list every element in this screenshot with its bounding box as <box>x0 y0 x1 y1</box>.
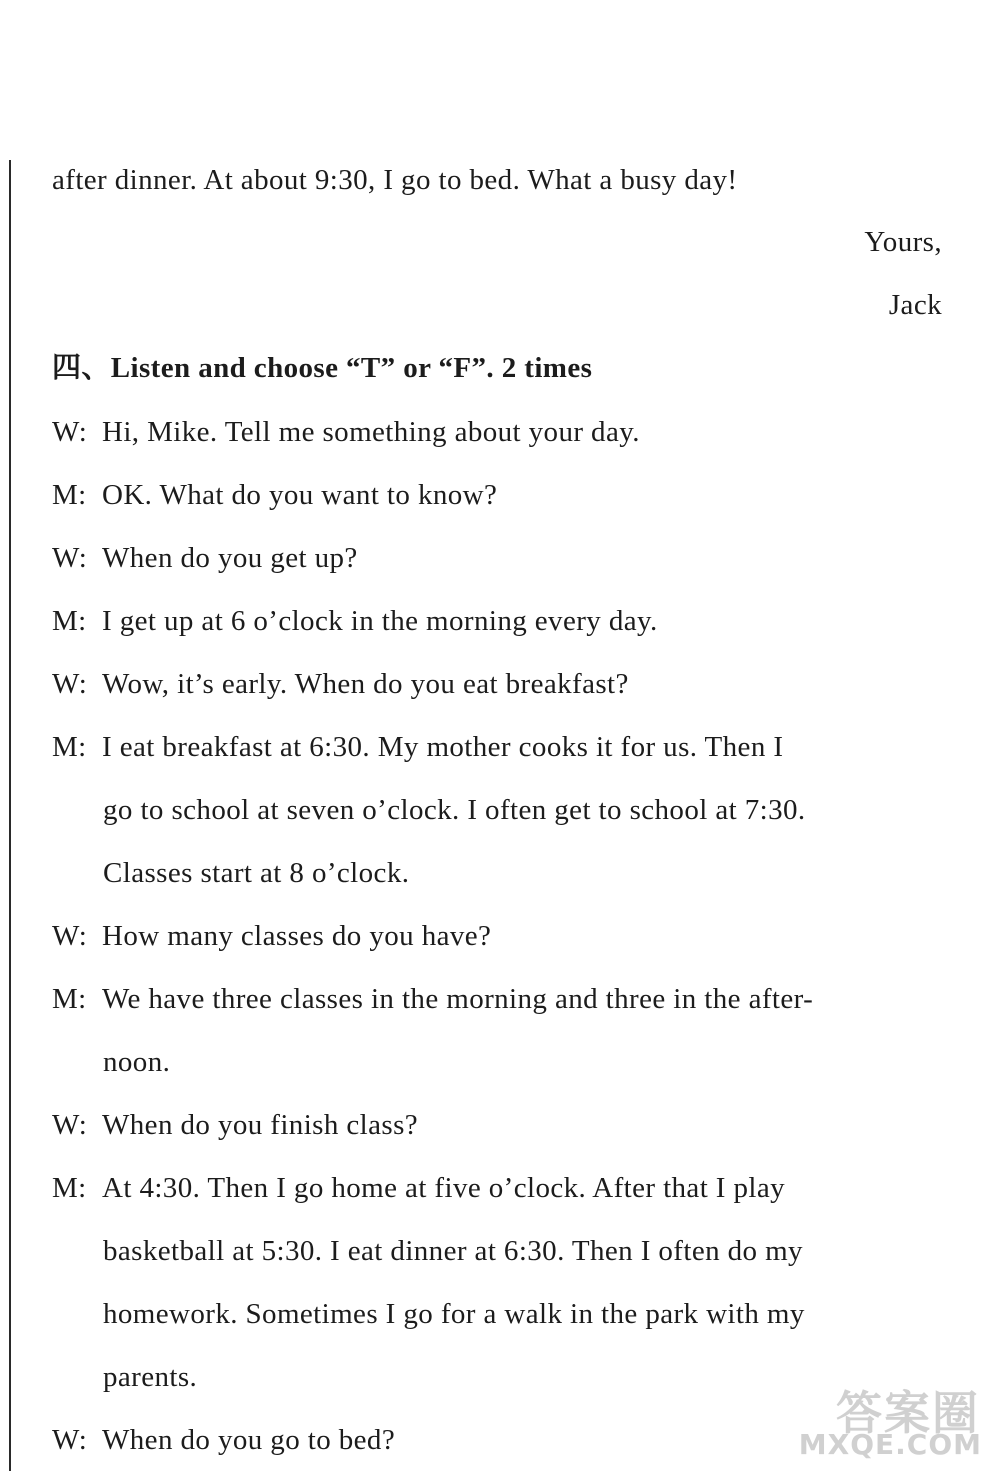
speaker-label: W: <box>52 1109 88 1141</box>
dialogue-text: At 4:30. Then I go home at five o’clock. After that I play <box>102 1172 786 1204</box>
site-watermark <box>800 1373 990 1463</box>
dialogue-text: I eat breakfast at 6:30. My mother cooks it for us. Then I <box>102 731 784 763</box>
dialogue-continuation: basketball at 5:30. I eat dinner at 6:30. Then I often do my <box>103 1235 803 1267</box>
dialogue-text: When do you get up? <box>102 542 358 574</box>
dialogue-line <box>52 1105 418 1145</box>
speaker-label: M: <box>52 731 87 763</box>
speaker-label: W: <box>52 668 88 700</box>
dialogue-line <box>52 1168 785 1208</box>
speaker-label: W: <box>52 416 88 448</box>
speaker-label: M: <box>52 479 87 511</box>
dialogue-text: When do you go to bed? <box>102 1424 396 1456</box>
dialogue-text: We have three classes in the morning and three in the after- <box>102 983 814 1015</box>
dialogue-text: Wow, it’s early. When do you eat breakfast? <box>102 668 629 700</box>
dialogue-continuation: go to school at seven o’clock. I often get to school at 7:30. <box>103 794 806 826</box>
dialogue-continuation: noon. <box>103 1046 171 1078</box>
dialogue-continuation: homework. Sometimes I go for a walk in the park with my <box>103 1298 805 1330</box>
dialogue-text: When do you finish class? <box>102 1109 419 1141</box>
dialogue-text: I get up at 6 o’clock in the morning every day. <box>102 605 658 637</box>
letter-last-line: after dinner. At about 9:30, I go to bed. What a busy day! <box>52 164 738 196</box>
speaker-label: M: <box>52 1172 87 1204</box>
dialogue-line <box>52 979 813 1019</box>
dialogue-line <box>52 1420 395 1460</box>
dialogue-line <box>52 727 783 767</box>
letter-closing: Yours, <box>864 226 942 258</box>
dialogue-continuation: parents. <box>103 1361 198 1393</box>
speaker-label: W: <box>52 542 88 574</box>
section-heading: 四、Listen and choose “T” or “F”. 2 times <box>52 352 593 384</box>
dialogue-line <box>52 538 358 578</box>
dialogue-text: How many classes do you have? <box>102 920 492 952</box>
dialogue-line <box>52 412 640 452</box>
left-margin-rule <box>9 160 11 1471</box>
dialogue-line <box>52 664 629 704</box>
dialogue-text: Hi, Mike. Tell me something about your day. <box>102 416 640 448</box>
watermark-url: MXQE.COM <box>798 1428 982 1461</box>
dialogue-line <box>52 601 658 641</box>
speaker-label: M: <box>52 605 87 637</box>
speaker-label: W: <box>52 1424 88 1456</box>
letter-signature: Jack <box>888 289 942 321</box>
speaker-label: W: <box>52 920 88 952</box>
speaker-label: M: <box>52 983 87 1015</box>
dialogue-continuation: Classes start at 8 o’clock. <box>103 857 410 889</box>
watermark-logo-text: 答案圈 <box>836 1386 980 1440</box>
dialogue-line <box>52 916 491 956</box>
dialogue-text: OK. What do you want to know? <box>102 479 498 511</box>
dialogue-line <box>52 475 497 515</box>
